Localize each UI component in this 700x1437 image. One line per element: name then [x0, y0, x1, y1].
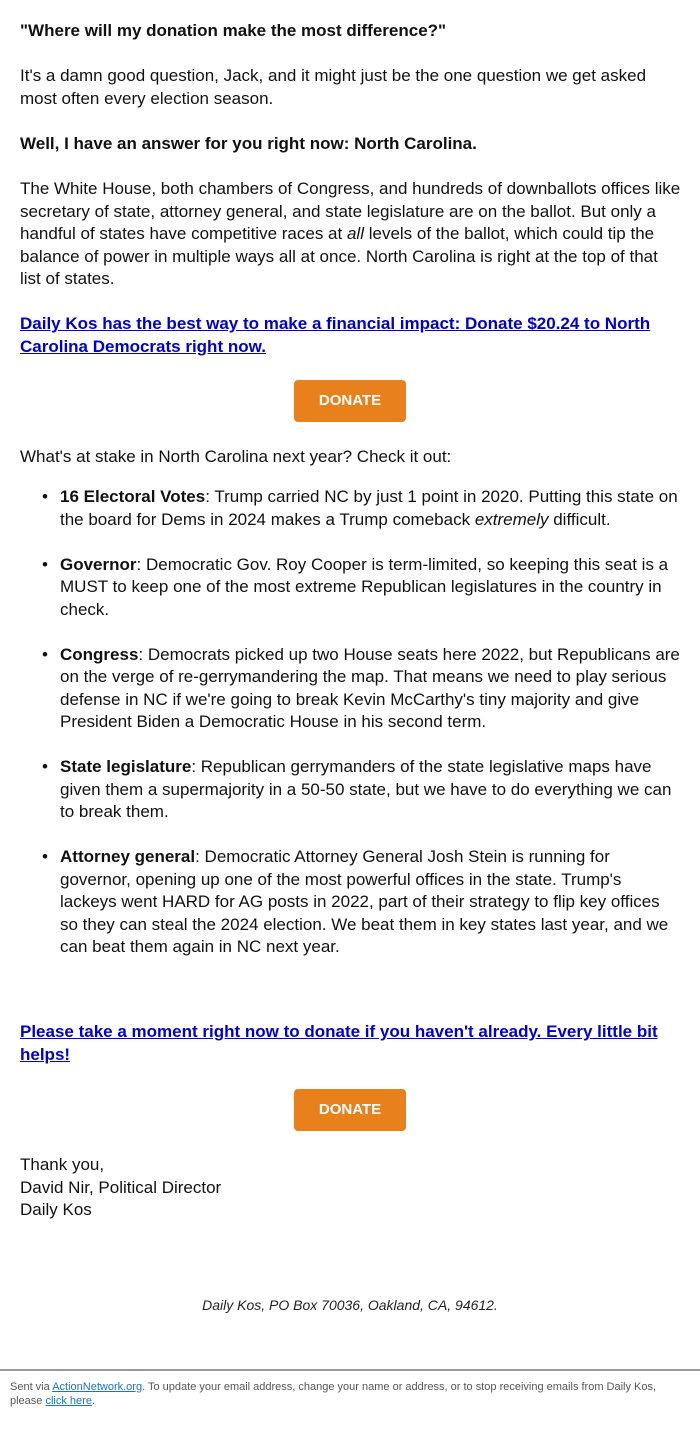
list-item: • Congress: Democrats picked up two House seats here 2022, but Republicans are on the verge of re-gerrymandering the map. That means we need to play serious defense in NC if we're going to break Kevin McCarthy's tiny majority and give President Biden a Democratic House in his second term. — [42, 644, 680, 731]
stakes-list — [20, 486, 682, 981]
intro-question: "Where will my donation make the most difference?" — [20, 21, 447, 40]
bullet-icon: • — [42, 757, 48, 776]
unsubscribe-link[interactable]: click here — [45, 1395, 92, 1407]
bullet-icon: • — [42, 644, 48, 664]
list-item: • Governor: Democratic Gov. Roy Cooper is term-limited, so keeping this seat is a MUST to keep one of the most extreme Republican legislatures in the country in check. — [42, 554, 669, 619]
donate-link-secondary[interactable]: Please take a moment right now to donate if you haven't already. Every little bit helps! — [20, 1022, 658, 1064]
bullet-icon: • — [42, 847, 48, 866]
bullet-icon: • — [42, 554, 48, 574]
footer-divider — [0, 1369, 700, 1371]
signoff-name: David Nir, Political Director — [20, 1177, 222, 1197]
stakes-paragraph: The White House, both chambers of Congress, and hundreds of downballots offices like secretary of state, attorney general, and state legislature are on the ballot. But only a handful of states have competitive races at all levels of the ballot, which could tip the balance of power in multiple ways all at once. North Carolina is right at the top of that list of states. — [20, 179, 681, 288]
footer-notice: Sent via ActionNetwork.org. To update your email address, change your name or address, or to stop receiving emails from Daily Kos, please click here. — [10, 1381, 657, 1407]
list-item: • State legislature: Republican gerrymanders of the state legislative maps have given them a supermajority in a 50-50 state, but we have to do everything we can to break them. — [42, 757, 672, 821]
answer-line: Well, I have an answer for you right now: North Carolina. — [20, 134, 477, 153]
signoff-thanks: Thank you, — [20, 1155, 105, 1174]
bullet-icon: • — [42, 487, 48, 506]
list-item: • 16 Electoral Votes: Trump carried NC by just 1 point in 2020. Putting this state on the board for Dems in 2024 makes a Trump comeback extremely difficult. — [42, 487, 678, 529]
donate-link-paragraph — [20, 313, 682, 358]
question-paragraph: It's a damn good question, Jack, and it might just be the one question we get asked most often every election season. — [20, 66, 647, 108]
donate-link-primary[interactable]: Daily Kos has the best way to make a financial impact: Donate $20.24 to North Carolina Democrats right now. — [20, 314, 651, 356]
list-intro: What's at stake in North Carolina next year? Check it out: — [20, 447, 452, 466]
signoff-org: Daily Kos — [20, 1200, 92, 1219]
signoff — [20, 1154, 682, 1222]
mailing-address: Daily Kos, PO Box 70036, Oakland, CA, 94612. — [202, 1297, 498, 1313]
donate-button-top[interactable]: DONATE — [294, 380, 406, 422]
donate-button-bottom[interactable]: DONATE — [294, 1089, 406, 1131]
actionnetwork-link[interactable]: ActionNetwork.org — [52, 1381, 143, 1393]
list-item: • Attorney general: Democratic Attorney General Josh Stein is running for governor, opening up one of the most powerful offices in the state. Trump's lackeys went HARD for AG posts in 2022, part of their strategy to flip key offices so they can steal the 2024 election. We beat them in key states last year, and we can beat them again in NC next year. — [42, 847, 669, 956]
donate-link-paragraph-2 — [20, 1021, 682, 1066]
